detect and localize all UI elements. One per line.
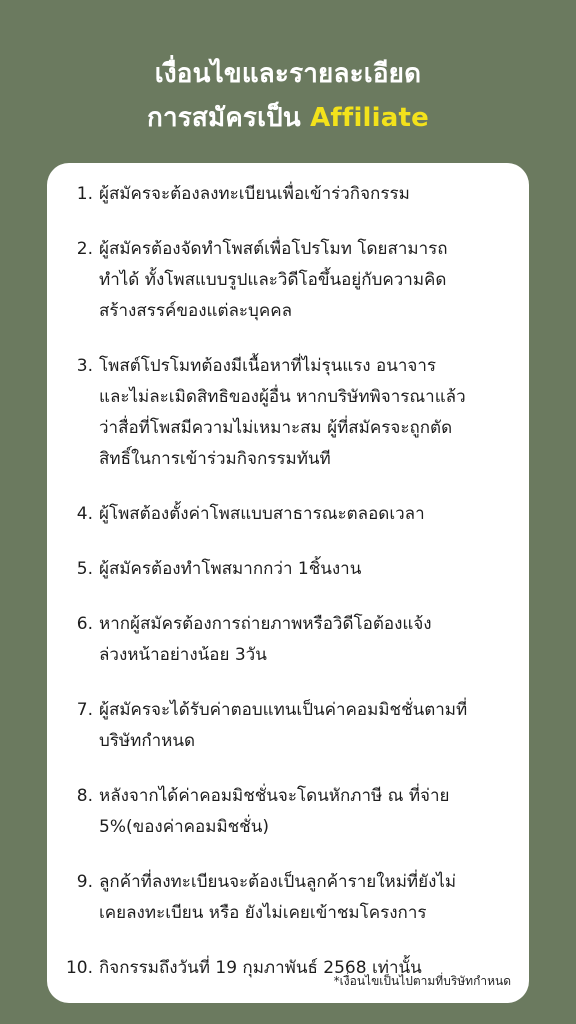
condition-text: หลังจากได้ค่าคอมมิชชั่นจะโดนหักภาษี ณ ที่จ่าย 5%(ของค่าคอมมิชชั่น) bbox=[99, 786, 450, 837]
condition-item bbox=[47, 867, 529, 929]
condition-item bbox=[47, 781, 529, 843]
condition-item bbox=[47, 179, 529, 210]
condition-number: 3. bbox=[76, 356, 93, 376]
condition-text: ผู้สมัครต้องจัดทำโพสต์เพื่อโปรโมท โดยสามารถ ทำได้ ทั้งโพสแบบรูปและวิดีโอขึ้นอยู่กับความคิด สร้างสรรค์ของแต่ละบุคคล bbox=[99, 239, 448, 321]
condition-item bbox=[47, 234, 529, 327]
condition-item bbox=[47, 695, 529, 757]
affiliate-highlight: Affiliate bbox=[310, 103, 429, 133]
condition-number: 9. bbox=[76, 872, 93, 892]
condition-number: 6. bbox=[76, 614, 93, 634]
condition-item bbox=[47, 351, 529, 475]
page-header bbox=[0, 52, 576, 140]
condition-number: 8. bbox=[76, 786, 93, 806]
conditions-card bbox=[47, 163, 529, 1003]
condition-item bbox=[47, 554, 529, 585]
condition-text: ลูกค้าที่ลงทะเบียนจะต้องเป็นลูกค้ารายใหม่ที่ยังไม่ เคยลงทะเบียน หรือ ยังไม่เคยเข้าชมโครงการ bbox=[99, 872, 457, 923]
title-prefix: การสมัครเป็น bbox=[147, 103, 311, 133]
page-title-line-2 bbox=[0, 96, 576, 140]
condition-text: ผู้โพสต้องตั้งค่าโพสแบบสาธารณะตลอดเวลา bbox=[99, 504, 425, 524]
condition-number: 1. bbox=[76, 184, 93, 204]
condition-text: หากผู้สมัครต้องการถ่ายภาพหรือวิดีโอต้องแจ้ง ล่วงหน้าอย่างน้อย 3วัน bbox=[99, 614, 432, 665]
condition-text: กิจกรรมถึงวันที่ 19 กุมภาพันธ์ 2568 เท่านั้น bbox=[99, 958, 422, 978]
condition-text: โพสต์โปรโมทต้องมีเนื้อหาที่ไม่รุนแรง อนาจาร และไม่ละเมิดสิทธิของผู้อื่น หากบริษัทพิจารณาแล้ว ว่าสื่อที่โพสมีความไม่เหมาะสม ผู้ที่สมัครจะถูกตัด สิทธิ์ในการเข้าร่วมกิจกรรมทันที bbox=[99, 356, 466, 469]
condition-number: 7. bbox=[76, 700, 93, 720]
condition-number: 5. bbox=[76, 559, 93, 579]
condition-number: 10. bbox=[65, 958, 93, 978]
conditions-list bbox=[47, 179, 529, 1008]
condition-number: 2. bbox=[76, 239, 93, 259]
condition-item bbox=[47, 609, 529, 671]
condition-text: ผู้สมัครจะได้รับค่าตอบแทนเป็นค่าคอมมิชชั่นตามที่ บริษัทกำหนด bbox=[99, 700, 468, 751]
footnote: *เงื่อนไขเป็นไปตามที่บริษัทกำหนด bbox=[333, 974, 511, 988]
page-title-line-1: เงื่อนไขและรายละเอียด bbox=[154, 59, 422, 89]
condition-item bbox=[47, 499, 529, 530]
condition-number: 4. bbox=[76, 504, 93, 524]
condition-text: ผู้สมัครจะต้องลงทะเบียนเพื่อเข้าร่วกิจกรรม bbox=[99, 184, 410, 204]
condition-text: ผู้สมัครต้องทำโพสมากกว่า 1ชิ้นงาน bbox=[99, 559, 362, 579]
